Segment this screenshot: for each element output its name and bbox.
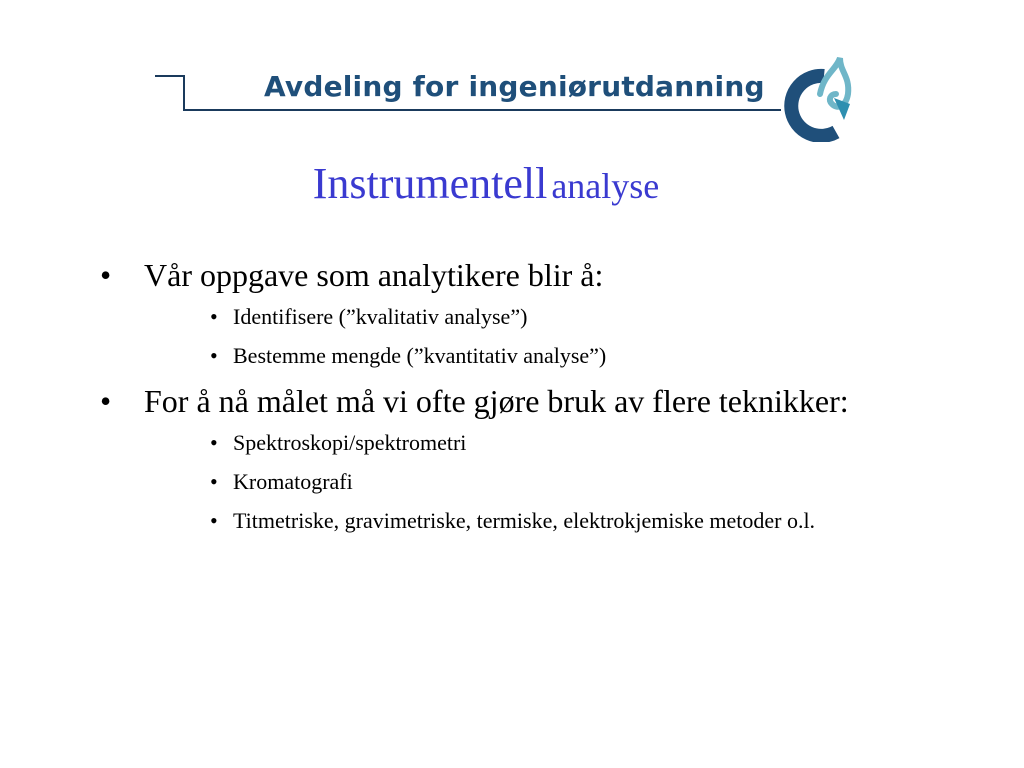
title-sub: analyse <box>551 166 660 206</box>
college-logo-icon <box>780 54 856 142</box>
bullet-icon: • <box>100 257 112 293</box>
sub-bullet-list <box>100 302 900 371</box>
bullet-text: For å nå målet må vi ofte gjøre bruk av flere teknikker: <box>144 383 849 419</box>
bullet-icon: • <box>100 383 112 419</box>
sub-bullet-text: Bestemme mengde (”kvantitativ analyse”) <box>233 343 607 368</box>
sub-bullet-icon: • <box>210 508 218 533</box>
header-underline <box>183 109 781 111</box>
sub-bullet-text: Titmetriske, gravimetriske, termiske, elektrokjemiske metoder o.l. <box>233 508 816 533</box>
sub-bullet-icon: • <box>210 304 218 329</box>
sub-bullet-text: Kromatografi <box>233 469 353 494</box>
department-name: Avdeling for ingeniørutdanning <box>264 70 765 103</box>
bullet-list <box>100 254 900 545</box>
bullet-item <box>100 254 900 296</box>
sub-bullet-icon: • <box>210 343 218 368</box>
sub-bullet-text: Spektroskopi/spektrometri <box>233 430 467 455</box>
sub-bullet-item <box>100 506 853 536</box>
bullet-text: Vår oppgave som analytikere blir å: <box>144 257 604 293</box>
header-bracket-line <box>155 75 185 111</box>
sub-bullet-item <box>100 341 900 371</box>
sub-bullet-item <box>100 428 900 458</box>
bullet-item <box>100 380 900 422</box>
sub-bullet-text: Identifisere (”kvalitativ analyse”) <box>233 304 528 329</box>
sub-bullet-icon: • <box>210 469 218 494</box>
sub-bullet-list <box>100 428 900 536</box>
sub-bullet-item <box>100 302 900 332</box>
title-main: Instrumentell <box>312 159 548 208</box>
sub-bullet-icon: • <box>210 430 218 455</box>
slide-title <box>0 158 972 209</box>
sub-bullet-item <box>100 467 900 497</box>
